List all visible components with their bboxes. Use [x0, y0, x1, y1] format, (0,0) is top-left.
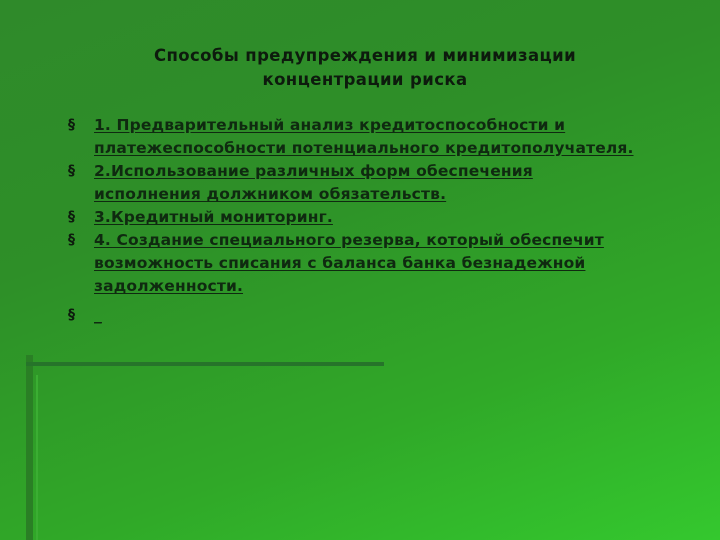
list-item [68, 114, 708, 160]
slide-title [90, 44, 640, 92]
list-item-line: 1. Предварительный анализ кредитоспособности и [94, 116, 566, 134]
list-item-text [94, 206, 708, 229]
list-item-text [94, 229, 708, 298]
list-item-line: 4. Создание специального резерва, который обеспечит [94, 231, 604, 249]
decorative-vertical-line [36, 375, 38, 540]
bullet-icon: § [68, 117, 75, 133]
list-item [68, 160, 708, 206]
bullet-icon: § [68, 307, 75, 323]
list-item-text [94, 160, 708, 206]
bullet-list [68, 114, 708, 327]
bullet-icon: § [68, 209, 75, 225]
slide-title-line-2: концентрации риска [262, 70, 468, 89]
list-item-line: _ [94, 306, 102, 324]
list-item-line: платежеспособности потенциального кредитополучателя. [94, 139, 634, 157]
slide-title-line-1: Способы предупреждения и минимизации [153, 46, 577, 65]
list-item-line: исполнения должником обязательств. [94, 185, 447, 203]
list-item-line: задолженности. [94, 277, 244, 295]
decorative-horizontal-bar [26, 362, 384, 366]
list-item [68, 229, 708, 298]
decorative-vertical-bar [26, 355, 33, 540]
bullet-icon: § [68, 232, 75, 248]
list-item-line: возможность списания с баланса банка безнадежной [94, 254, 586, 272]
list-item-text [94, 304, 708, 327]
list-item-empty [68, 304, 708, 327]
list-item-line: 2.Использование различных форм обеспечения [94, 162, 533, 180]
bullet-icon: § [68, 163, 75, 179]
list-item-text [94, 114, 708, 160]
list-item-line: 3.Кредитный мониторинг. [94, 208, 333, 226]
list-item [68, 206, 708, 229]
